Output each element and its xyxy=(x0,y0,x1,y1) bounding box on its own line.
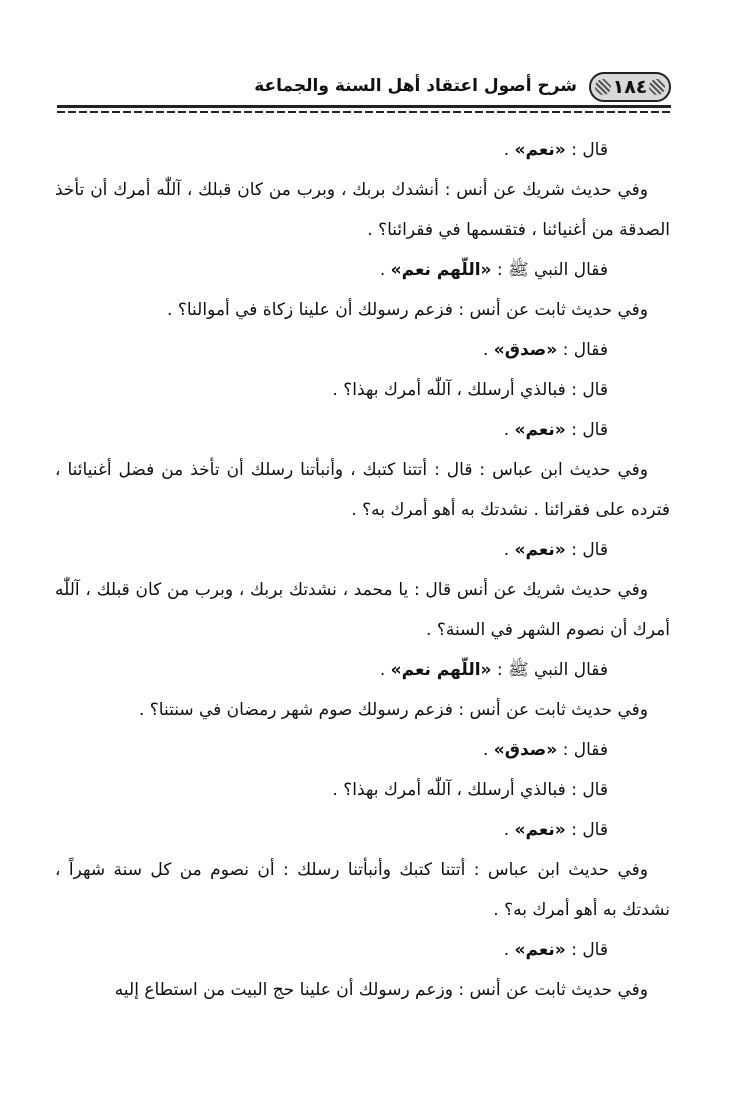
paragraph: قال : «نعم» . xyxy=(503,540,608,560)
paragraph: قال : «نعم» . xyxy=(503,940,608,960)
paragraph: فقال النبي ﷺ : «اللّهم نعم» . xyxy=(379,260,608,280)
paragraph: قال : «نعم» . xyxy=(503,820,608,840)
paragraph: وفي حديث ابن عباس : أتتنا كتبك وأنبأتنا رسلك : أن نصوم من كل سنة شهراً ، نشدتك به أهو أمرك به؟ . xyxy=(55,860,670,920)
paragraph: فقال : «صدق» . xyxy=(482,340,608,360)
page-number: ١٨٤ xyxy=(612,76,648,98)
paragraph: فقال : «صدق» . xyxy=(482,740,608,760)
paragraph: فقال النبي ﷺ : «اللّهم نعم» . xyxy=(379,660,608,680)
paragraph: وفي حديث ثابت عن أنس : فزعم رسولك صوم شهر رمضان في سنتنا؟ . xyxy=(138,700,648,720)
paragraph: وفي حديث ابن عباس : قال : أتتنا كتبك ، وأنبأتنا رسلك أن تأخذ من فضل أغنيائنا ، فترده على فقرائنا . نشدتك به أهو أمرك به؟ . xyxy=(55,460,670,520)
paragraph: قال : فبالذي أرسلك ، آللّٰه أمرك بهذا؟ . xyxy=(332,780,608,800)
paragraph: قال : «نعم» . xyxy=(503,140,608,160)
paragraph: قال : فبالذي أرسلك ، آللّٰه أمرك بهذا؟ . xyxy=(332,380,608,400)
header-dashed-rule xyxy=(57,111,671,113)
paragraph: وفي حديث شريك عن أنس : أنشدك بربك ، وبرب من كان قبلك ، آللّٰه أمرك أن تأخذ الصدقة من أغنيائنا ، فتقسمها في فقرائنا؟ . xyxy=(55,180,670,240)
header-rule xyxy=(57,105,671,108)
page-body xyxy=(55,130,670,1010)
paragraph: قال : «نعم» . xyxy=(503,420,608,440)
page-header xyxy=(57,70,671,112)
page-number-badge xyxy=(589,72,671,102)
paragraph: وفي حديث ثابت عن أنس : وزعم رسولك أن علينا حج البيت من استطاع إليه xyxy=(114,980,648,1000)
paragraph: وفي حديث شريك عن أنس قال : يا محمد ، نشدتك بربك ، وبرب من كان قبلك ، آللّٰه أمرك أن نصوم الشهر في السنة؟ . xyxy=(55,580,670,640)
paragraph: وفي حديث ثابت عن أنس : فزعم رسولك أن علينا زكاة في أموالنا؟ . xyxy=(167,300,648,320)
running-title: شرح أصول اعتقاد أهل السنة والجماعة xyxy=(254,76,577,96)
